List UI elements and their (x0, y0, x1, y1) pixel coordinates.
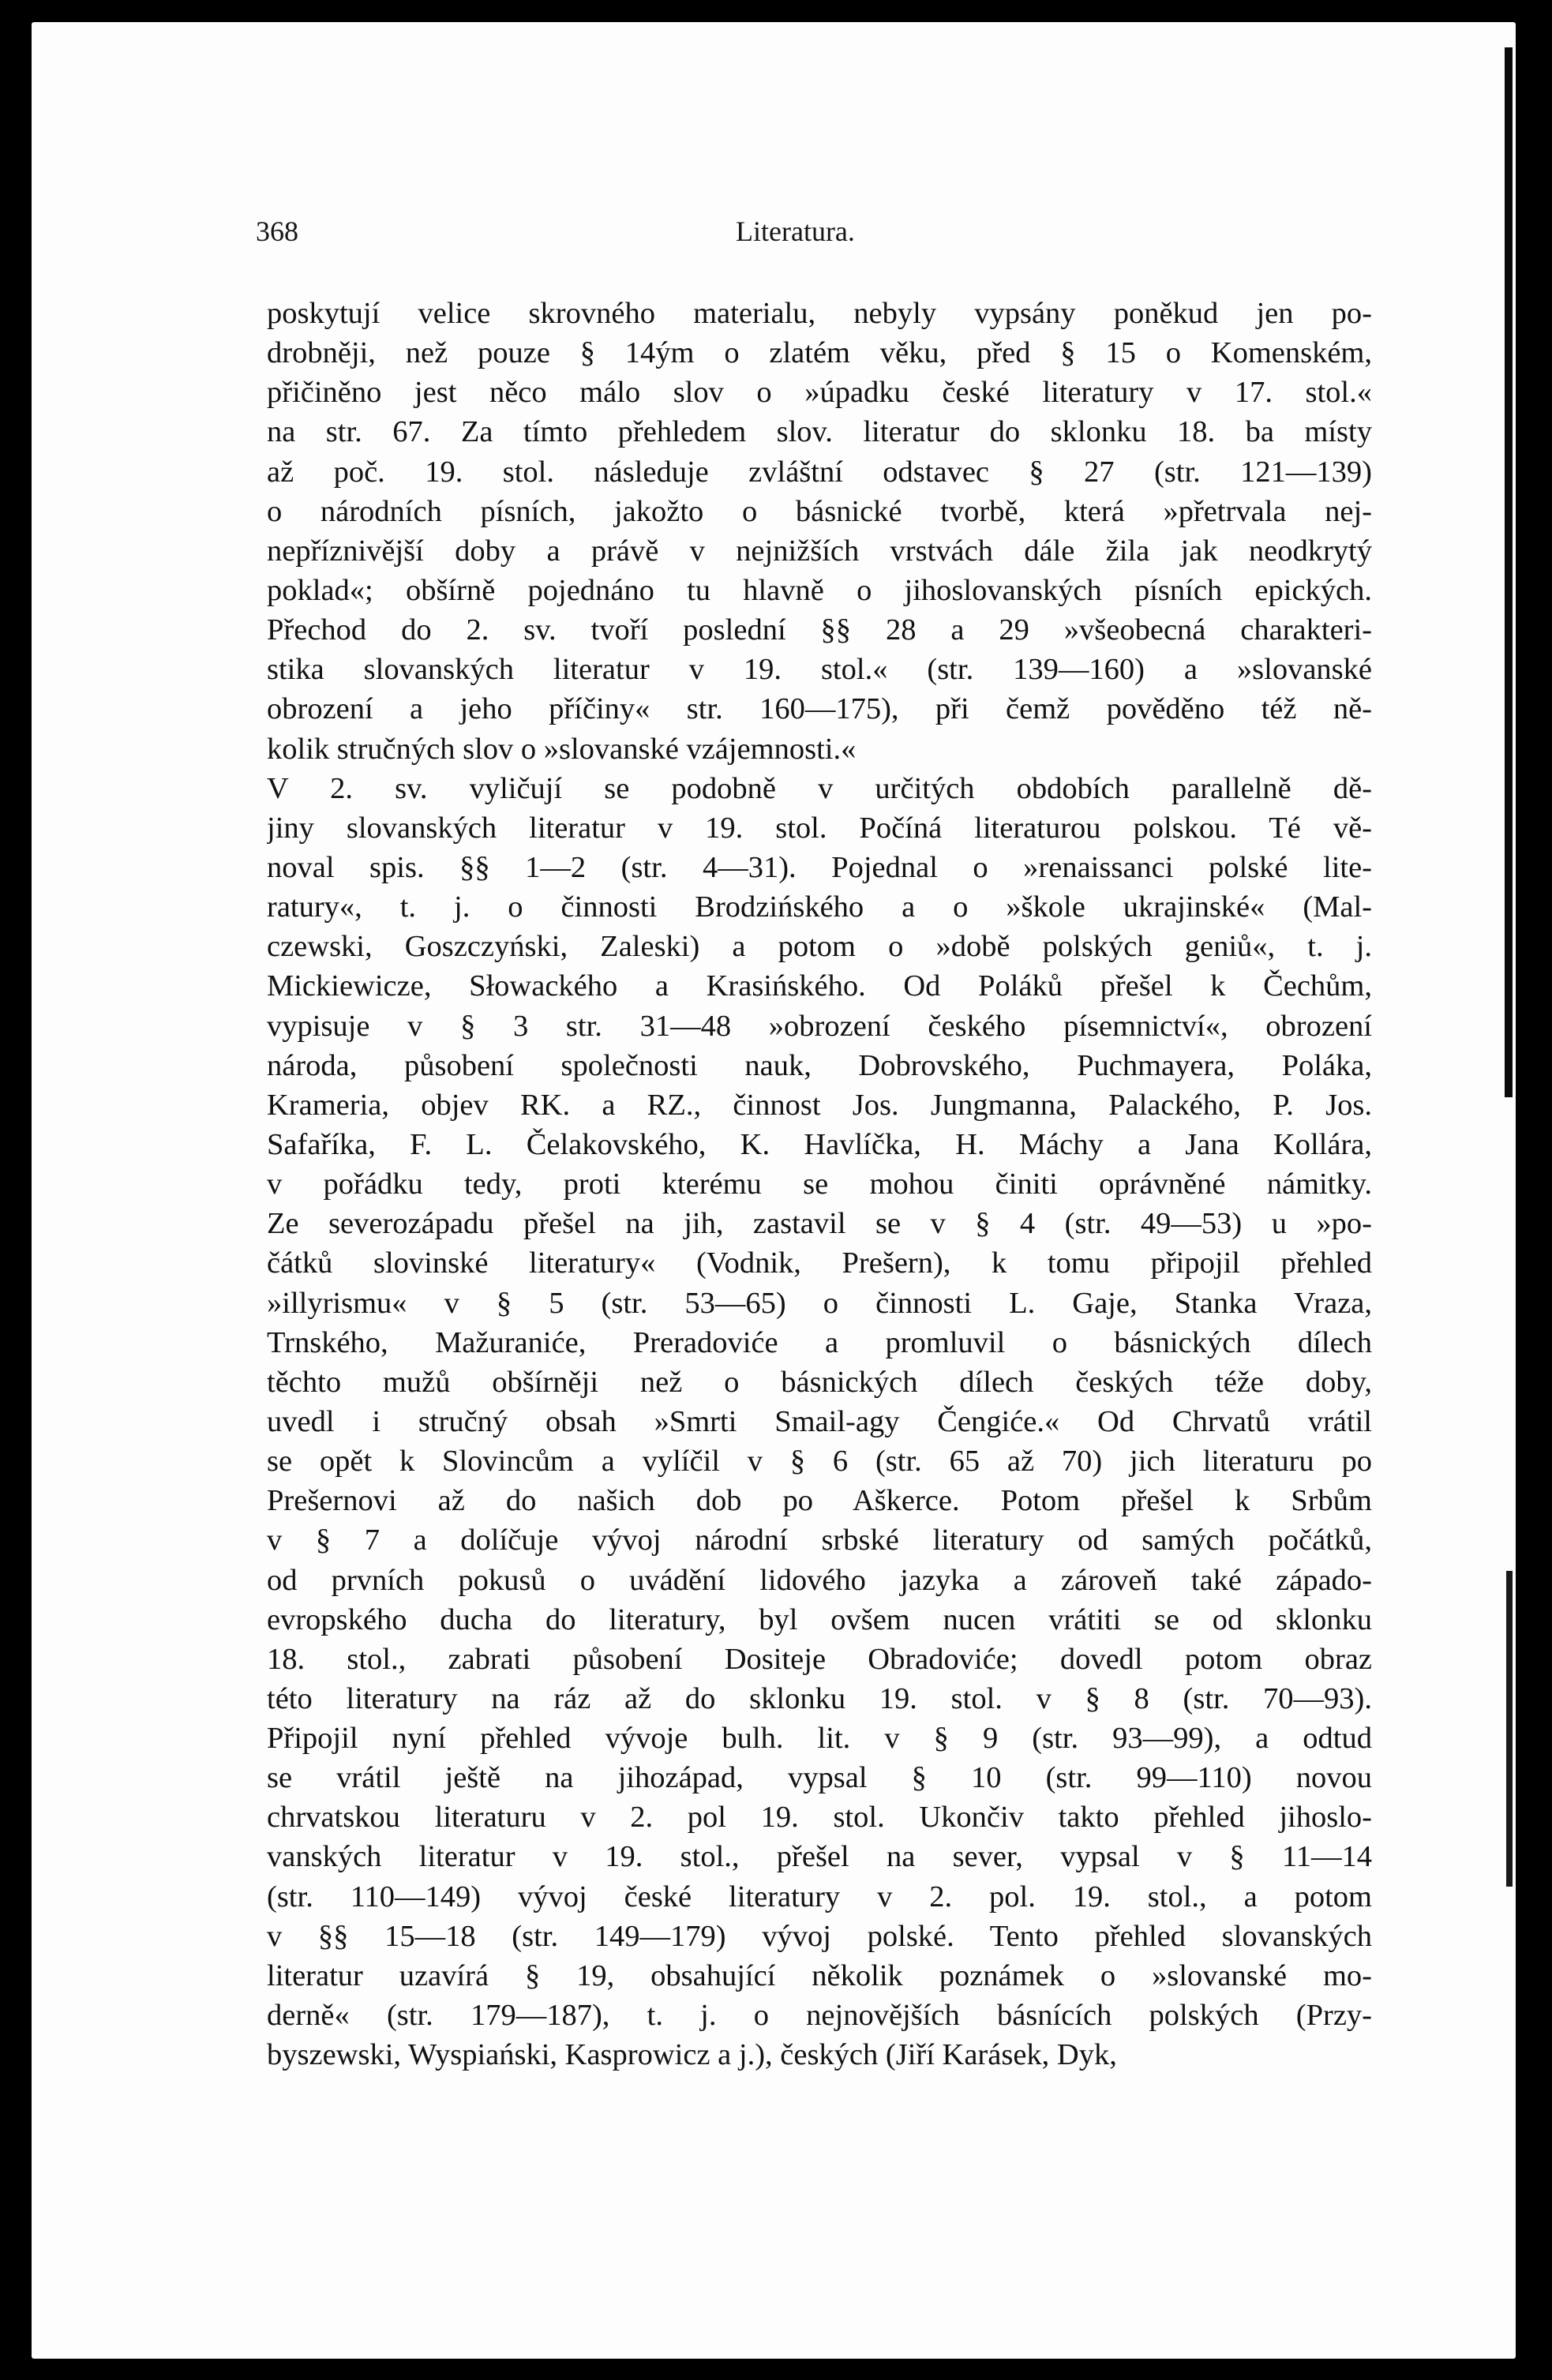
text-line: Krameria, objev RK. a RZ., činnost Jos. Jungmanna, Palackého, P. Jos. (267, 1088, 1372, 1122)
text-line: »illyrismu« v § 5 (str. 53—65) o činnosti L. Gaje, Stanka Vraza, (267, 1286, 1372, 1320)
text-line: ratury«, t. j. o činnosti Brodzińského a o »škole ukrajinské« (Mal- (267, 890, 1372, 924)
text-line: od prvních pokusů o uvádění lidového jazyka a zároveň také západo- (267, 1563, 1372, 1597)
text-line: v § 7 a dolíčuje vývoj národní srbské literatury od samých počátků, (267, 1524, 1372, 1557)
running-title: Literatura. (736, 216, 855, 247)
text-line: Trnského, Mažuraniće, Preradoviće a promluvil o básnických dílech (267, 1325, 1372, 1359)
text-line: literatur uzavírá § 19, obsahující několik poznámek o »slovanské mo- (267, 1958, 1372, 1992)
text-line: noval spis. §§ 1—2 (str. 4—31). Pojednal o »renaissanci polské lite- (267, 850, 1372, 884)
text-line: jiny slovanských literatur v 19. stol. Počíná literaturou polskou. Té vě- (267, 811, 1372, 845)
text-line: V 2. sv. vyličují se podobně v určitých obdobích parallelně dě- (267, 771, 1372, 805)
text-line: čátků slovinské literatury« (Vodnik, Prešern), k tomu připojil přehled (267, 1246, 1372, 1280)
text-line: poklad«; obšírně pojednáno tu hlavně o jihoslovanských písních epických. (267, 573, 1372, 607)
text-line: se vrátil ještě na jihozápad, vypsal § 10 (str. 99—110) novou (267, 1761, 1372, 1795)
body-text (267, 294, 1372, 2075)
running-head (256, 215, 1377, 254)
scan-edge-shadow (1505, 47, 1513, 1097)
text-line: drobněji, než pouze § 14ým o zlatém věku, před § 15 o Komenském, (267, 336, 1372, 370)
text-line: czewski, Goszczyński, Zaleski) a potom o »době polských geniů«, t. j. (267, 930, 1372, 964)
page-number: 368 (256, 216, 298, 247)
text-line: národa, působení společnosti nauk, Dobrovského, Puchmayera, Poláka, (267, 1048, 1372, 1082)
text-line: chrvatskou literaturu v 2. pol 19. stol. Ukončiv takto přehled jihoslo- (267, 1801, 1372, 1835)
text-line: kolik stručných slov o »slovanské vzájemnosti.« (267, 732, 857, 766)
text-line: této literatury na ráz až do sklonku 19. stol. v § 8 (str. 70—93). (267, 1681, 1372, 1715)
text-line: Ze severozápadu přešel na jih, zastavil se v § 4 (str. 49—53) u »po- (267, 1207, 1372, 1241)
text-line: v §§ 15—18 (str. 149—179) vývoj polské. Tento přehled slovanských (267, 1919, 1372, 1953)
text-line: poskytují velice skrovného materialu, nebyly vypsány poněkud jen po- (267, 297, 1372, 330)
text-line: v pořádku tedy, proti kterému se mohou činiti oprávněné námitky. (267, 1168, 1372, 1201)
paragraph (267, 769, 1372, 2075)
text-line: Prešernovi až do našich dob po Aškerce. Potom přešel k Srbům (267, 1484, 1372, 1518)
text-line: derně« (str. 179—187), t. j. o nejnovějších básnících polských (Przy- (267, 1999, 1372, 2033)
text-line: nepříznivější doby a právě v nejnižších vrstvách dále žila jak neodkrytý (267, 534, 1372, 568)
text-line: Připojil nyní přehled vývoje bulh. lit. v § 9 (str. 93—99), a odtud (267, 1722, 1372, 1756)
text-line: Safaříka, F. L. Čelakovského, K. Havlíčka, H. Máchy a Jana Kollára, (267, 1127, 1372, 1161)
text-line: byszewski, Wyspiański, Kasprowicz a j.), českých (Jiří Karásek, Dyk, (267, 2038, 1117, 2072)
paragraph (267, 294, 1372, 769)
text-line: na str. 67. Za tímto přehledem slov. literatur do sklonku 18. ba místy (267, 415, 1372, 449)
text-line: evropského ducha do literatury, byl ovšem nucen vrátiti se od sklonku (267, 1602, 1372, 1636)
text-line: stika slovanských literatur v 19. stol.« (str. 139—160) a »slovanské (267, 653, 1372, 687)
text-line: se opět k Slovincům a vylíčil v § 6 (str. 65 až 70) jich literaturu po (267, 1445, 1372, 1479)
text-line: těchto mužů obšírněji než o básnických dílech českých téže doby, (267, 1365, 1372, 1399)
text-line: až poč. 19. stol. následuje zvláštní odstavec § 27 (str. 121—139) (267, 455, 1372, 489)
text-line: Mickiewicze, Słowackého a Krasińského. Od Poláků přešel k Čechům, (267, 969, 1372, 1003)
text-line: uvedl i stručný obsah »Smrti Smail-agy Čengiće.« Od Chrvatů vrátil (267, 1404, 1372, 1438)
text-line: (str. 110—149) vývoj české literatury v 2. pol. 19. stol., a potom (267, 1880, 1372, 1913)
text-line: Přechod do 2. sv. tvoří poslední §§ 28 a 29 »všeobecná charakteri- (267, 613, 1372, 647)
text-line: vanských literatur v 19. stol., přešel na sever, vypsal v § 11—14 (267, 1840, 1372, 1874)
text-line: o národních písních, jakožto o básnické tvorbě, která »přetrvala nej- (267, 494, 1372, 528)
text-line: obrození a jeho příčiny« str. 160—175), při čemž pověděno též ně- (267, 692, 1372, 726)
text-line: přičiněno jest něco málo slov o »úpadku české literatury v 17. stol.« (267, 376, 1372, 410)
text-line: 18. stol., zabrati působení Dositeje Obradoviće; dovedl potom obraz (267, 1642, 1372, 1676)
scan-edge-shadow-lower (1506, 1571, 1513, 1887)
text-line: vypisuje v § 3 str. 31—48 »obrození českého písemnictví«, obrození (267, 1009, 1372, 1043)
